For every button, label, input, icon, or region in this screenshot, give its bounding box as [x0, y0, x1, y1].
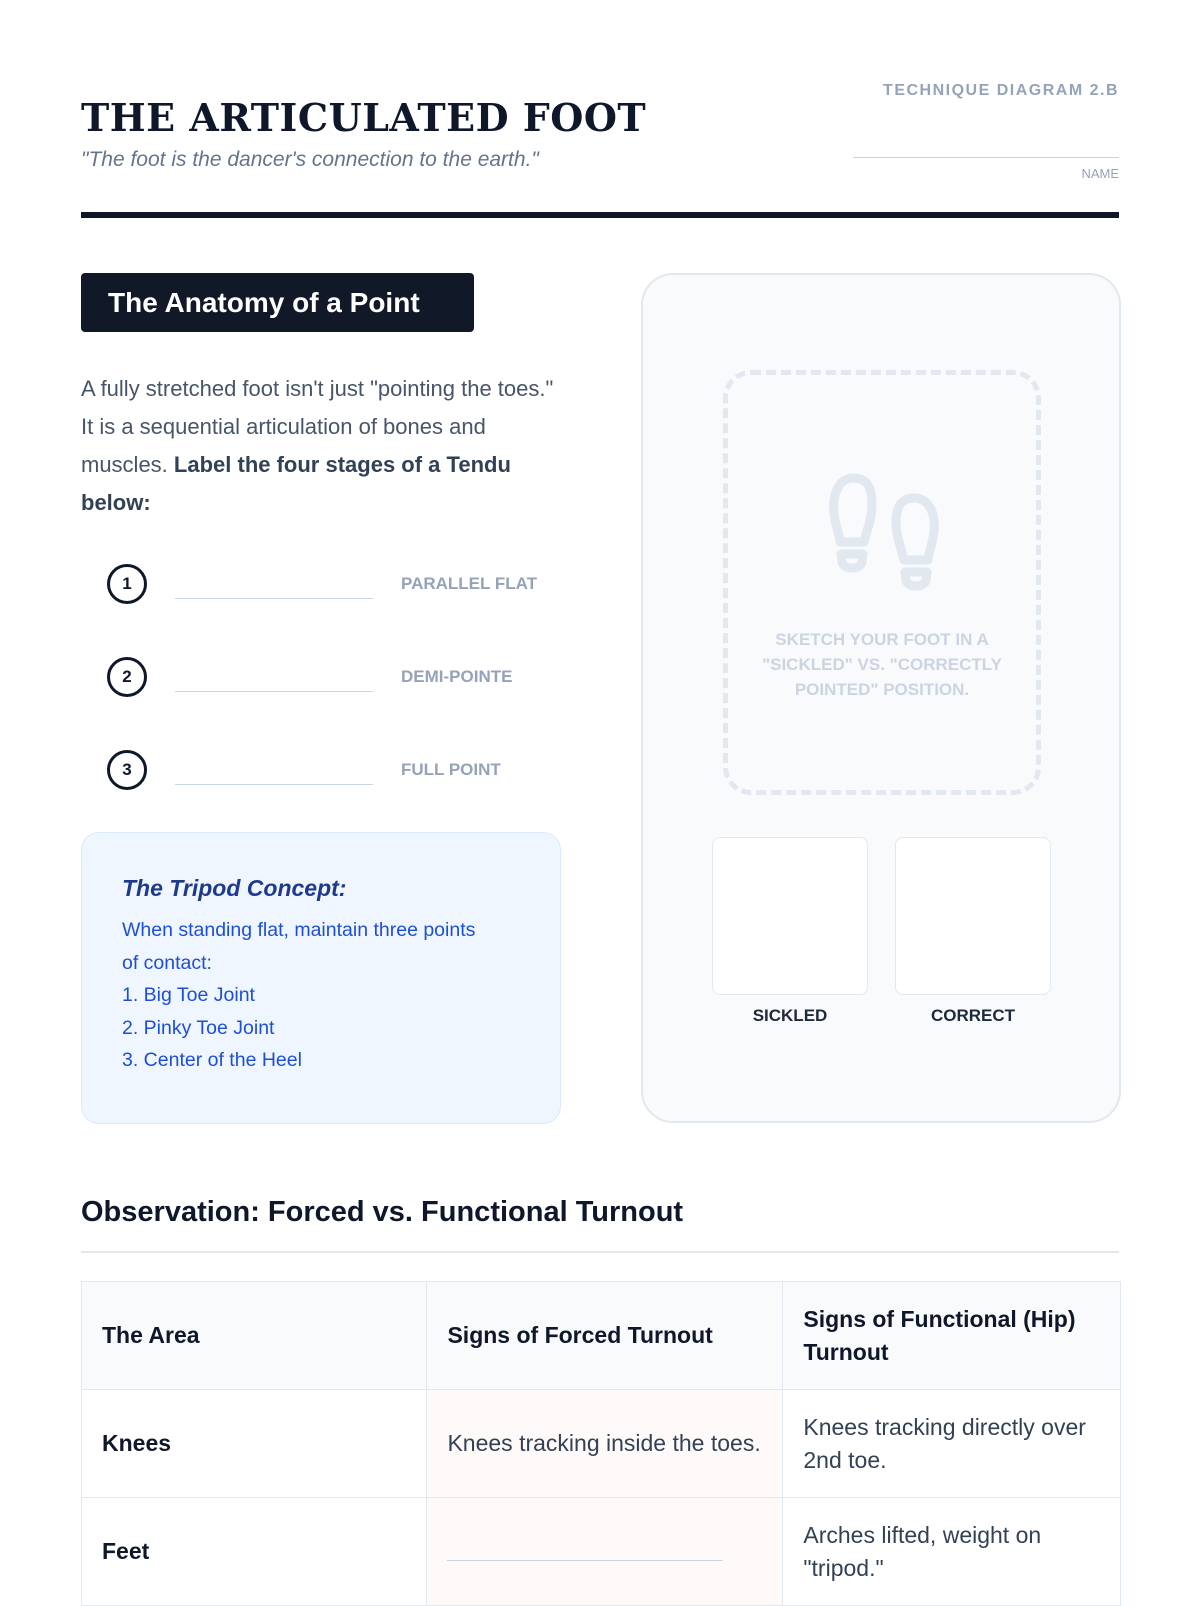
correct-sketch-box[interactable]	[895, 837, 1051, 995]
tripod-line: 1. Big Toe Joint	[122, 984, 255, 1006]
cell-functional: Arches lifted, weight on "tripod."	[783, 1498, 1121, 1606]
column-header-area: The Area	[82, 1282, 427, 1390]
stage-answer-field[interactable]	[175, 784, 373, 785]
header	[81, 0, 1119, 220]
tripod-title: The Tripod Concept:	[122, 875, 347, 901]
header-quote: "The foot is the dancer's connection to the earth."	[81, 148, 539, 171]
page-title: THE ARTICULATED FOOT	[81, 95, 647, 140]
footprints-icon	[826, 470, 944, 600]
stage-row-3	[107, 750, 567, 790]
turnout-table	[81, 1281, 1121, 1606]
sketch-prompt-line: SKETCH YOUR FOOT IN A	[775, 630, 989, 649]
diagram-id: TECHNIQUE DIAGRAM 2.B	[883, 82, 1119, 99]
column-header-forced: Signs of Forced Turnout	[427, 1282, 783, 1390]
sketch-prompt-line: "SICKLED" VS. "CORRECTLY	[762, 655, 1002, 674]
tripod-line: When standing flat, maintain three points	[122, 919, 476, 941]
cell-forced-blank	[427, 1498, 783, 1606]
tripod-line: 2. Pinky Toe Joint	[122, 1016, 275, 1039]
cell-area: Feet	[82, 1498, 427, 1606]
tripod-line: of contact:	[122, 951, 212, 974]
table-header-row	[82, 1282, 1121, 1390]
tripod-body	[122, 914, 520, 1077]
stage-hint: PARALLEL FLAT	[401, 574, 537, 593]
intro-text: A fully stretched foot isn't just "pointing the toes." It is a sequential articulation of bones and muscles.	[81, 376, 554, 477]
stage-row-1	[107, 564, 567, 604]
table-row	[82, 1498, 1121, 1606]
stage-number-badge: 3	[107, 750, 147, 790]
sickled-label: SICKLED	[752, 1006, 828, 1025]
name-field[interactable]	[853, 157, 1119, 158]
stage-number-badge: 2	[107, 657, 147, 697]
sketch-area[interactable]	[723, 370, 1041, 795]
intro-paragraph	[81, 370, 571, 522]
stage-number-badge: 1	[107, 564, 147, 604]
correct-label: CORRECT	[930, 1006, 1016, 1025]
name-label: NAME	[1081, 166, 1119, 181]
section-tag-anatomy: The Anatomy of a Point	[81, 273, 474, 332]
cell-functional: Knees tracking directly over 2nd toe.	[783, 1390, 1121, 1498]
forced-answer-field[interactable]	[447, 1560, 723, 1561]
intro-instruction: Label the four stages of a Tendu below:	[81, 452, 511, 515]
stage-answer-field[interactable]	[175, 598, 373, 599]
stage-hint: FULL POINT	[401, 760, 501, 779]
stage-answer-field[interactable]	[175, 691, 373, 692]
table-row	[82, 1390, 1121, 1498]
stage-hint: DEMI-POINTE	[401, 667, 513, 686]
tripod-callout	[81, 832, 561, 1124]
cell-area: Knees	[82, 1390, 427, 1498]
observation-divider	[81, 1251, 1119, 1253]
sketch-prompt-line: POINTED" POSITION.	[794, 680, 970, 699]
sketch-panel	[641, 273, 1121, 1123]
header-divider	[81, 212, 1119, 218]
tripod-line: 3. Center of the Heel	[122, 1049, 302, 1071]
sketch-prompt	[758, 627, 1006, 702]
column-header-functional: Signs of Functional (Hip) Turnout	[783, 1282, 1121, 1390]
sickled-sketch-box[interactable]	[712, 837, 868, 995]
observation-title: Observation: Forced vs. Functional Turnout	[81, 1196, 684, 1228]
stage-row-2	[107, 657, 567, 697]
cell-forced: Knees tracking inside the toes.	[427, 1390, 783, 1498]
